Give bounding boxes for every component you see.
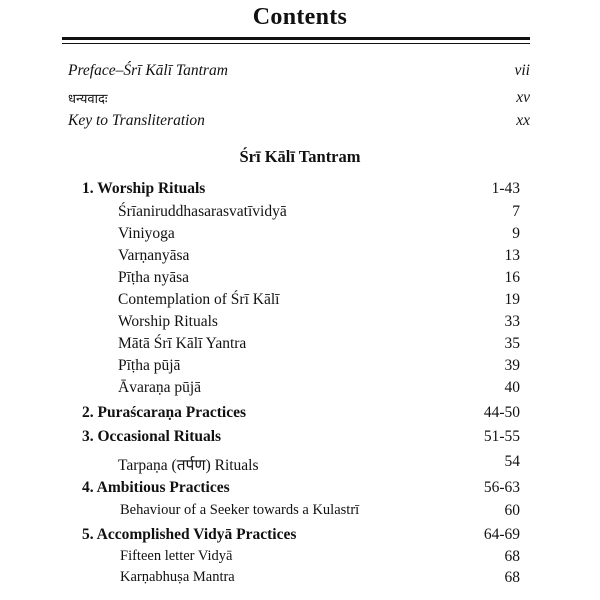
toc-entry[interactable] (0, 502, 600, 524)
toc-chapter-pages: 1-43 (491, 180, 520, 197)
toc-entry-page: 54 (504, 453, 520, 470)
toc-chapter-label: 1. Worship Rituals (82, 180, 206, 197)
toc-chapter-label: 5. Accomplished Vidyā Practices (82, 526, 297, 543)
page-title: Contents (252, 4, 348, 30)
toc-entry-page: 39 (504, 357, 520, 374)
toc-entry-label: Pīṭha nyāsa (118, 269, 190, 286)
toc-entry-page: xx (516, 112, 530, 129)
toc-entry[interactable] (0, 548, 600, 570)
toc-chapter-1[interactable] (0, 180, 600, 202)
toc-entry[interactable] (0, 247, 600, 269)
toc-entry[interactable] (0, 269, 600, 291)
toc-entry-label: Varṇanyāsa (118, 247, 190, 264)
toc-entry-label: Viniyoga (118, 225, 175, 242)
toc-entry-label: Karṇabhuṣa Mantra (120, 569, 235, 585)
title-rule-thick (62, 37, 530, 40)
toc-entry-label: Key to Transliteration (68, 112, 205, 129)
toc-entry[interactable] (0, 379, 600, 401)
toc-entry-page: 68 (504, 548, 520, 565)
toc-entry-label: Āvaraṇa pūjā (118, 379, 202, 396)
toc-chapter-pages: 56-63 (483, 479, 520, 496)
toc-entry[interactable] (0, 291, 600, 313)
toc-entry-page: vii (514, 62, 530, 79)
toc-entry[interactable] (0, 225, 600, 247)
toc-entry-page: 60 (504, 502, 520, 519)
toc-chapter-label: 4. Ambitious Practices (82, 479, 230, 496)
toc-entry-page: 7 (512, 203, 520, 220)
toc-entry-label: Śrīaniruddhasarasvatīvidyā (118, 203, 287, 220)
toc-entry-label: Worship Rituals (118, 313, 218, 330)
toc-chapter-pages: 44-50 (483, 404, 520, 421)
toc-entry-page: 16 (504, 269, 520, 286)
toc-entry-preface[interactable] (0, 62, 600, 84)
toc-entry-transliteration-key[interactable] (0, 112, 600, 134)
section-title: Śrī Kālī Tantram (239, 147, 361, 166)
toc-entry-label: धन्यवादः (68, 91, 108, 106)
toc-entry[interactable] (0, 357, 600, 379)
toc-chapter-pages: 64-69 (483, 526, 520, 543)
toc-entry-page: xv (516, 89, 530, 106)
toc-entry[interactable] (0, 453, 600, 475)
toc-entry-page: 40 (504, 379, 520, 396)
toc-entry-page: 35 (504, 335, 520, 352)
title-rule-thin (62, 43, 530, 44)
toc-chapter-4[interactable] (0, 479, 600, 501)
toc-entry[interactable] (0, 313, 600, 335)
toc-entry-label: Behaviour of a Seeker towards a Kulastrī (120, 502, 360, 518)
toc-entry-label: Pīṭha pūjā (118, 357, 181, 374)
toc-entry-page: 33 (504, 313, 520, 330)
toc-entry-page: 19 (504, 291, 520, 308)
toc-entry-label: Tarpaṇa (तर्पण) Rituals (118, 457, 259, 474)
toc-entry[interactable] (0, 569, 600, 591)
toc-chapter-label: 2. Puraścaraṇa Practices (82, 404, 246, 421)
toc-entry-label: Contemplation of Śrī Kālī (118, 291, 280, 308)
toc-entry-label: Preface–Śrī Kālī Tantram (68, 62, 228, 79)
toc-chapter-5[interactable] (0, 526, 600, 548)
toc-entry-label: Fifteen letter Vidyā (120, 548, 233, 564)
toc-entry[interactable] (0, 203, 600, 225)
toc-entry-page: 68 (504, 569, 520, 586)
toc-entry-label: Mātā Śrī Kālī Yantra (118, 335, 247, 352)
toc-chapter-pages: 51-55 (483, 428, 520, 445)
toc-chapter-2[interactable] (0, 404, 600, 426)
toc-chapter-3[interactable] (0, 428, 600, 450)
toc-entry-acknowledgement[interactable] (0, 89, 600, 111)
toc-chapter-label: 3. Occasional Rituals (82, 428, 222, 445)
toc-entry-page: 13 (504, 247, 520, 264)
toc-entry-page: 9 (512, 225, 520, 242)
toc-entry[interactable] (0, 335, 600, 357)
